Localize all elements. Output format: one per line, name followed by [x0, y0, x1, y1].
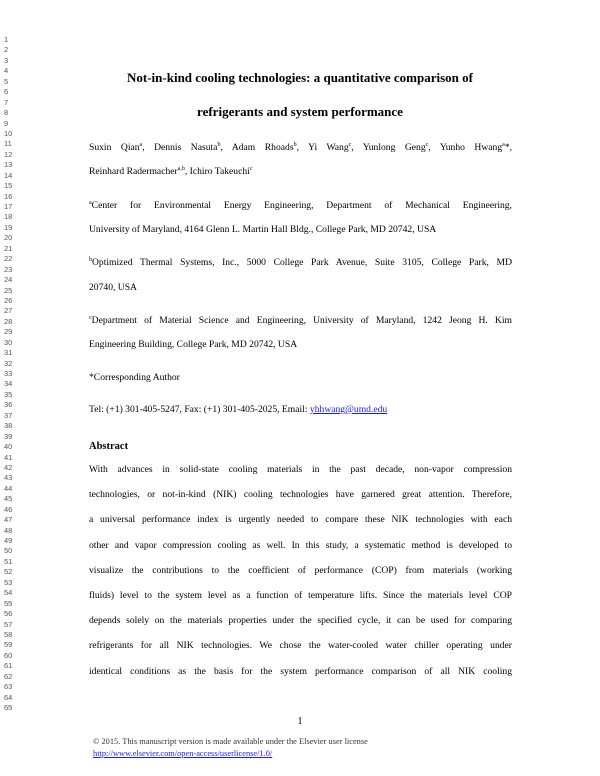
- affiliation-a-line-1: $^a$Center for Environmental Energy Engineering, Department of Mechanical Engineering,: [89, 199, 512, 211]
- line-number: 20: [4, 233, 13, 243]
- paper-title-line-2: refrigerants and system performance: [197, 104, 403, 119]
- line-number: 22: [4, 254, 13, 264]
- line-number: 37: [4, 410, 13, 420]
- author-name: Ichiro Takeuchi: [189, 166, 250, 177]
- abstract-line: visualize the contributions to the coefficient of performance (COP) from materials (working: [89, 564, 512, 576]
- line-number: 8: [4, 108, 9, 118]
- line-number: 13: [4, 160, 13, 170]
- line-number: 44: [4, 483, 13, 493]
- abstract-line: technologies, or not-in-kind (NIK) cooling technologies have garnered great attention. Therefore,: [89, 489, 512, 501]
- line-number: 54: [4, 588, 13, 598]
- line-number: 7: [4, 97, 9, 107]
- line-number: 39: [4, 431, 13, 441]
- abstract-line: With advances in solid-state cooling materials in the past decade, non-vapor compression: [89, 464, 512, 475]
- line-number: 42: [4, 462, 13, 472]
- line-number: 29: [4, 327, 13, 337]
- line-number: 38: [4, 421, 13, 431]
- license-note: © 2015. This manuscript version is made available under the Elsevier user license: [93, 737, 368, 746]
- page-number: 1: [297, 716, 303, 727]
- line-number-column: [4, 35, 32, 713]
- line-number: 43: [4, 473, 13, 483]
- line-number: 47: [4, 515, 13, 525]
- line-number: 5: [4, 76, 9, 86]
- line-number: 15: [4, 181, 13, 191]
- abstract-heading: Abstract: [89, 441, 129, 452]
- abstract-line: a universal performance index is urgently needed to compare these NIK technologies with each: [89, 514, 512, 526]
- line-number: 16: [4, 191, 13, 201]
- affiliation-a-line-2: University of Maryland, 4164 Glenn L. Martin Hall Bldg., College Park, MD 20742, USA: [89, 224, 437, 235]
- line-number: 50: [4, 546, 13, 556]
- line-number: 1: [4, 35, 9, 44]
- line-number: 61: [4, 661, 13, 671]
- affiliation-b-line-2: 20740, USA: [89, 282, 137, 293]
- line-number: 17: [4, 202, 13, 211]
- author-name: Dennis Nasuta: [154, 142, 218, 153]
- line-number: 49: [4, 536, 13, 545]
- line-number: 36: [4, 400, 13, 410]
- line-number: 23: [4, 264, 13, 274]
- author-name: Yunlong Geng: [362, 142, 426, 153]
- contact-line: Tel: (+1) 301-405-5247, Fax: (+1) 301-405-2025, Email: yhhwang@umd.edu: [89, 404, 388, 415]
- line-number: 32: [4, 358, 13, 368]
- line-number: 4: [4, 66, 9, 76]
- author-line-2: Reinhard Radermacher$^{a,b}$, Ichiro Takeuchi$^c$: [89, 165, 253, 177]
- paper-title-line-1: Not-in-kind cooling technologies: a quantitative comparison of: [127, 70, 473, 85]
- author-name: Yi Wang: [308, 142, 349, 153]
- line-number: 25: [4, 285, 13, 295]
- corresponding-author-note: *Corresponding Author: [89, 372, 180, 383]
- email-link[interactable]: yhhwang@umd.edu: [309, 404, 388, 415]
- line-number: 34: [4, 379, 13, 389]
- abstract-line: other and vapor compression cooling as well. In this study, a systematic method is developed to: [89, 539, 512, 551]
- line-number: 31: [4, 348, 13, 358]
- line-number: 33: [4, 369, 13, 378]
- line-number: 40: [4, 442, 13, 452]
- line-number: 10: [4, 128, 13, 138]
- line-number: 14: [4, 170, 13, 180]
- line-number: 3: [4, 55, 9, 65]
- line-number: 9: [4, 118, 9, 128]
- line-number: 57: [4, 619, 13, 629]
- line-number: 41: [4, 452, 13, 462]
- line-number: 21: [4, 243, 13, 253]
- abstract-line: depends solely on the materials properties under the specified cycle, it can be used for comparing: [89, 615, 512, 627]
- author-line-1: Suxin Qian$^a$, Dennis Nasuta$^b$, Adam Rhoads$^b$, Yi Wang$^c$, Yunlong Geng$^c$, Yunho Hwang$^a$*,: [89, 141, 513, 153]
- line-number: 59: [4, 640, 13, 650]
- affiliation-b-line-1: $^b$Optimized Thermal Systems, Inc., 5000 College Park Avenue, Suite 3105, College Park, MD: [89, 256, 512, 268]
- line-number: 51: [4, 556, 13, 566]
- line-number: 62: [4, 671, 13, 681]
- line-number: 28: [4, 316, 13, 326]
- line-number: 63: [4, 682, 13, 692]
- line-number: 26: [4, 295, 13, 305]
- abstract-line: fluids) level to the system level as a function of temperature lifts. Since the materials level COP: [89, 590, 512, 601]
- line-number: 45: [4, 494, 13, 504]
- author-name: Reinhard Radermacher: [89, 166, 178, 177]
- line-number: 11: [4, 139, 12, 149]
- line-number: 19: [4, 222, 13, 232]
- line-number: 18: [4, 212, 13, 222]
- license-url-line: [93, 749, 272, 758]
- abstract-line: refrigerants for all NIK technologies. We chose the water-cooled water chiller operating under: [89, 640, 512, 652]
- line-number: 30: [4, 337, 13, 347]
- line-number: 64: [4, 692, 13, 702]
- line-number: 65: [4, 703, 13, 712]
- line-number: 60: [4, 650, 13, 660]
- line-number: 46: [4, 504, 13, 514]
- line-number: 2: [4, 45, 9, 55]
- line-number: 52: [4, 567, 13, 577]
- line-number: 6: [4, 87, 9, 97]
- line-number: 24: [4, 275, 13, 285]
- author-name: Suxin Qian: [89, 142, 140, 153]
- author-name: Adam Rhoads: [231, 142, 294, 153]
- line-number: 58: [4, 629, 13, 639]
- line-number: 53: [4, 577, 13, 587]
- line-number: 48: [4, 525, 13, 535]
- affiliation-c-line-2: Engineering Building, College Park, MD 20742, USA: [89, 339, 298, 350]
- affiliation-c-line-1: $^c$Department of Material Science and Engineering, University of Maryland, 1242 Jeong H. Kim: [89, 314, 512, 326]
- line-number: 55: [4, 598, 13, 608]
- line-number: 35: [4, 389, 13, 399]
- license-url-link[interactable]: http://www.elsevier.com/open-access/userlicense/1.0/: [93, 749, 273, 758]
- line-number: 12: [4, 149, 13, 159]
- line-number: 56: [4, 609, 13, 619]
- author-name: Yunho Hwang: [439, 142, 503, 153]
- abstract-line: identical conditions as the basis for the system performance comparison of all NIK cooling: [89, 665, 512, 677]
- line-number: 27: [4, 306, 13, 316]
